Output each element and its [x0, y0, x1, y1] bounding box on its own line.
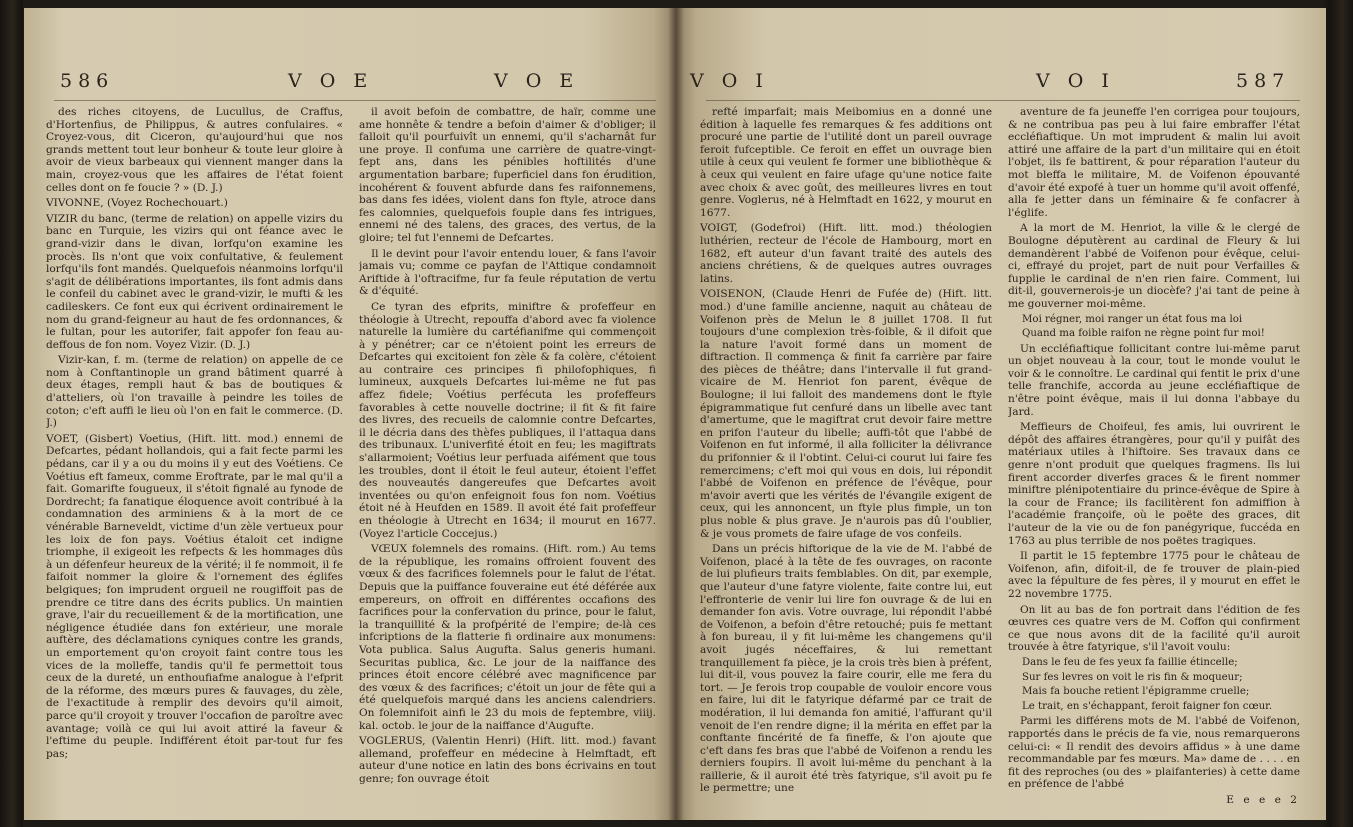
- text-column-1: [700, 106, 992, 816]
- paragraph: il avoit befoin de combattre, de haïr, comme une ame honnête & tendre a befoin d'aimer & d'obliger; il falloit qu'il pourfuivît un ennemi, qu'il s'acharnât fur une proye. Il confuma une carrière de quatre-vingt-fept ans, dans les pénibles hoftilités d'une argumentation barbare; fuperficiel dans fon érudition, incohérent & fouvent abfurde dans fes raifonnemens, bas dans fes idées, violent dans fon ftyle, atroce dans fes calomnies, quelquefois fouple dans fes intrigues, ennemi né des talens, des graces, des vertus, de la gloire; tel fut l'ennemi de Defcartes.: [359, 106, 656, 244]
- text-column-2: [359, 106, 656, 816]
- paragraph: VOGLERUS, (Valentin Henri) (Hift. litt. mod.) favant allemand, profeffeur en médecine à Helmftadt, eft auteur d'une notice en latin des bons écrivains en tout genre; fon ouvrage étoit: [359, 735, 656, 785]
- text-columns: [46, 106, 656, 816]
- verse-line: Le trait, en s'échappant, feroit faigner fon cœur.: [1022, 700, 1273, 712]
- paragraph: On lit au bas de fon portrait dans l'édition de fes œuvres ces quatre vers de M. Coffon qui confirment ce que nous avons dit de la facilité qu'il auroit trouvée à être fatyrique, s'il l'avoit voulu:: [1008, 603, 1300, 654]
- paragraph: Meffieurs de Choifeul, fes amis, lui ouvrirent le dépôt des affaires étrangères, pour qu'il y puifât des matériaux utiles à l'hiftoire. Ses travaux dans ce genre n'ont produit que quelques fragmens. Ils lui firent accorder diverfes graces & le firent nommer miniftre plénipotentiaire du prince-évêque de Spire à la cour de France; ils facilitèrent fon admiffion à l'académie françoife, où le poëte des graces, dit l'auteur de la vie ou de fon panégyrique, fuccéda en 1763 au plus terrible de nos poëtes tragiques.: [1008, 421, 1300, 547]
- header-rule: [54, 100, 656, 101]
- left-page: [24, 8, 676, 820]
- paragraph: VIVONNE, (Voyez Rochechouart.): [46, 197, 228, 210]
- paragraph: Ce tyran des efprits, miniftre & profeffeur en théologie à Utrecht, repouffa d'abord avec fa violence naturelle la lumière du cartéfianifme qui commençoit à y pénétrer; car ce n'étoient point les erreurs de Defcartes qui excitoient fon zèle & fa colère, c'étoient au contraire ces principes fi philofophiques, fi lumineux, auxquels Defcartes lui-même ne fut pas affez fidele; Voétius perfécuta les profeffeurs favorables à cette nouvelle doctrine; il fit & fit faire des livres, des recueils de calomnie contre Defcartes, il le décria dans des thèfes publiques, il l'attaqua dans des tribunaux. L'univerfité étoit en feu; les magiftrats s'allarmoient; Voétius leur perfuada aifément que tous les troubles, dont il étoit le feul auteur, étoient l'effet des nouveautés dangereufes que Defcartes avoit inventées ou qu'on enfeignoit fous fon nom. Voétius étoit né à Heufden en 1589. Il avoit été fait profeffeur en théologie à Utrecht en 1634; il mourut en 1677. (Voyez l'article Coccejus.): [359, 300, 656, 540]
- verse-line: Dans le feu de fes yeux fa faillie étincelle;: [1022, 656, 1238, 668]
- paragraph: VOISENON, (Claude Henri de Fufée de) (Hift. litt. mod.) d'une famille ancienne, naquit au château de Voifenon près de Melun le 8 juillet 1708. Il fut toujours d'une complexion très-foible, & il difoit que la nature l'avoit formé dans un moment de diftraction. Il commença & finit fa carrière par faire des pièces de théâtre; dans l'intervalle il fut grand-vicaire de M. Henriot fon parent, évêque de Boulogne; il lui falloit des mandemens dont le ftyle épigrammatique fut cenfuré dans un libelle avec tant d'amertume, que le magiftrat crut devoir faire mettre en prifon l'auteur du libelle; auffi-tôt que l'abbé de Voifenon en fut informé, il alla folliciter la délivrance du prifonnier & il l'obtint. Celui-ci courut lui faire fes remercimens; c'eft moi qui vous en dois, lui répondit l'abbé de Voifenon en préfence de l'évêque, pour m'avoir averti que les vérités de l'évangile exigent de ceux, qui les annoncent, un ftyle plus fimple, un ton plus noble & plus grave. Je n'aurois pas dû l'oublier, & je vous promets de faire ufage de vos confeils.: [700, 288, 992, 540]
- running-head: V O E: [288, 70, 374, 92]
- paragraph: Dans un précis hiftorique de la vie de M. l'abbé de Voifenon, placé à la tête de fes ouvrages, on raconte de lui plufieurs traits femblables. On dit, par exemple, que l'auteur d'une fatyre violente, faite contre lui, eut l'effronterie de venir lui lire fon ouvrage & de lui en demander fon avis. Votre ouvrage, lui répondit l'abbé de Voifenon, a befoin d'être retouché; puis fe mettant à fon bureau, il y fit lui-même les changemens qu'il avoit jugés néceffaires, & lui remettant tranquillement fa pièce, je la crois très bien à préfent, lui dit-il, vous pouvez la faire courir, elle me fera du tort. — Je ferois trop coupable de vouloir encore vous en faire, lui dit le fatyrique défarmé par ce trait de modération, il lui demanda fon amitié, l'affurant qu'il venoit de l'en rendre digne; il la mérita en effet par la conftante fincérité de fa fineffe, & l'on ajoute que c'eft dans fes bras que l'abbé de Voifenon a rendu les derniers foupirs. Il avoit lui-même du penchant à la raillerie, & il auroit été très fatyrique, s'il avoit pu fe le permettre; une: [700, 543, 992, 795]
- paragraph: aventure de fa jeuneffe l'en corrigea pour toujours, & ne contribua pas peu à lui faire embraffer l'état eccléfiaftique. Un mot imprudent & malin lui avoit attiré une affaire de la part d'un militaire qui en étoit l'objet, ils fe battirent, & pour réparation l'auteur du mot bleffa le militaire, M. de Voifenon épouvanté d'avoir été expofé à tuer un homme qu'il avoit offenfé, alla fe jetter dans un féminaire & fe confacrer à l'églife.: [1008, 106, 1300, 219]
- paragraph: Vizir-kan, f. m. (terme de relation) on appelle de ce nom à Conftantinople un grand bâtiment quarré à deux étages, rempli haut & bas de boutiques & d'atteliers, où l'on travaille à peindre les toiles de coton; c'eft auffi le lieu où l'on en fait le commerce. (D. J.): [46, 354, 343, 430]
- paragraph: A la mort de M. Henriot, la ville & le clergé de Boulogne députèrent au cardinal de Fleury & lui demandèrent l'abbé de Voifenon pour évêque, celui-ci, effrayé du projet, part de nuit pour Verfailles & fupplie le cardinal de n'en rien faire. Comment, lui dit-il, gouvernerois-je un diocèfe? j'ai tant de peine à me gouverner moi-même.: [1008, 222, 1300, 310]
- verse-line: Mais fa bouche retient l'épigramme cruelle;: [1022, 686, 1250, 698]
- book-gutter: [668, 8, 684, 820]
- verse-line: Moi régner, moi ranger un état fous ma loi: [1022, 313, 1243, 325]
- running-head: V O I: [1036, 70, 1115, 92]
- text-column-2: [1008, 106, 1300, 816]
- paragraph: VOIGT, (Godefroi) (Hift. litt. mod.) théologien luthérien, recteur de l'école de Hambourg, mort en 1682, eft auteur d'un favant traité des autels des anciens chrétiens, & de quelques autres ouvrages latins.: [700, 222, 992, 285]
- paragraph: VŒUX folemnels des romains. (Hift. rom.) Au tems de la république, les romains offroient fouvent des vœux & des facrifices folemnels pour le falut de l'état. Depuis que la puiffance fouveraine eut été déférée aux empereurs, on offroit en différentes occafions des facrifices pour la confervation du prince, pour le falut, la tranquillité & la profpérité de l'empire; de-là ces infcriptions de la flatterie fi ordinaire aux monumens: Vota publica. Salus Augufta. Salus generis humani. Securitas publica, &c. Le jour de la naiffance des princes étoit encore célébré avec magnificence par des vœux & des facrifices; c'étoit un jour de fête qui a été quelquefois marqué dans les anciens calendriers. On folemnifoit ainfi le 23 du mois de feptembre, viiij. kal. octob. le jour de la naiffance d'Augufte.: [359, 543, 656, 732]
- text-column-1: [46, 106, 343, 816]
- paragraph: Il le devint pour l'avoir entendu louer, & fans l'avoir jamais vu; comme ce payfan de l'Attique condamnoit Ariftide à l'oftracifme, fur fa feule réputation de vertu & d'équité.: [359, 247, 656, 298]
- page-number: 587: [1236, 70, 1291, 92]
- page-number: 586: [60, 70, 115, 92]
- paragraph: VIZIR du banc, (terme de relation) on appelle vizirs du banc en Turquie, les vizirs qui ont féance avec le grand-vizir dans le divan, lorfqu'on examine les procès. Ils n'ont que voix confultative, & feulement lorfqu'ils font mandés. Quelquefois néanmoins lorfqu'il s'agit de délibérations importantes, ils font admis dans le confeil du cabinet avec le grand-vizir, le mufti & les cadileskers. Ce font eux qui écrivent ordinairement le nom du grand-feigneur au haut de fes ordonnances, & le fultan, pour les autorifer, fait appofer fon feau au-deffous de fon nom. Voyez Vizir. (D. J.): [46, 212, 343, 351]
- running-head: V O E: [494, 70, 580, 92]
- paragraph: refté imparfait; mais Meibomius en a donné une édition à laquelle fes remarques & fes additions ont procuré une partie de l'utilité dont un pareil ouvrage feroit fufceptible. Ce feroit en effet un ouvrage bien utile à ceux qui veulent fe former une bibliothèque & à ceux qui veulent en faire ufage qu'une notice faite avec choix & avec goût, des meilleures livres en tout genre. Voglerus, né à Helmftadt en 1622, y mourut en 1677.: [700, 106, 992, 219]
- paragraph: Parmi les différens mots de M. l'abbé de Voifenon, rapportés dans le précis de fa vie, nous remarquerons celui-ci: « Il rendit des devoirs affidus » à une dame recommandable par fes mœurs. Ma» dame de . . . . en fit des reproches (ou des » plaifanteries) à cette dame en préfence de l'abbé: [1008, 715, 1300, 791]
- paragraph: Un eccléfiaftique follicitant contre lui-même parut un objet nouveau à la cour, tout le monde voulut le voir & le connoître. Le cardinal qui fentit le prix d'une telle franchife, accorda au jeune eccléfiaftique de n'être point évêque, mais il lui donna l'abbaye du Jard.: [1008, 342, 1300, 418]
- text-columns: [700, 106, 1300, 816]
- paragraph: des riches citoyens, de Lucullus, de Craffus, d'Hortenfius, de Philippus, & autres confulaires. « Croyez-vous, dit Ciceron, qu'aujourd'hui que nos grands mettent tout leur bonheur & toute leur gloire à avoir de vieux barbeaux qui viennent manger dans la main, croyez-vous que les affaires de l'état foient celles dont on fe foucie ? » (D. J.): [46, 106, 343, 194]
- running-head: V O I: [690, 70, 769, 92]
- verse-line: Quand ma foible raifon ne règne point fur moi!: [1022, 328, 1265, 340]
- catchword: E e e e 2: [1226, 793, 1300, 806]
- right-page: [676, 8, 1326, 820]
- verse-line: Sur fes levres on voit le ris fin & moqueur;: [1022, 671, 1243, 683]
- paragraph: Il partit le 15 feptembre 1775 pour le château de Voifenon, afin, difoit-il, de fe trouver de plain-pied avec la fépulture de fes pères, il y mourut en effet le 22 novembre 1775.: [1008, 550, 1300, 600]
- header-rule: [706, 100, 1300, 101]
- paragraph: VOET, (Gisbert) Voetius, (Hift. litt. mod.) ennemi de Defcartes, pédant hollandois, qui a fait fecte parmi les pédans, car il y a ou du moins il y eut des Voétiens. Ce Voétius eft fameux, comme Eroftrate, par le mal qu'il a fait. Gomarifte fougueux, il s'étoit fignalé au fynode de Dordrecht; fa fanatique éloquence avoit contribué à la condamnation des arminiens & à la mort de ce vénérable Barneveldt, victime d'un zèle vertueux pour les loix de fon pays. Voétius étaloit cet indigne triomphe, il exigeoit les refpects & les hommages dûs à un défenfeur heureux de la vérité; il fe nommoit, il fe faifoit nommer la gloire & l'ornement des églifes belgiques; fon imprudent orgueil ne rougiffoit pas de prendre ce titre dans des écrits publics. Un maintien grave, l'air du recueillement & de la mortification, une négligence étudiée dans fon extérieur, une morale auftère, des déclamations cyniques contre les grands, un emportement qu'on croyoit faint contre tous les vices de la molleffe, tandis qu'il fe permettoit tous ceux de la dureté, un enthoufiafme analogue à l'efprit de la réforme, des mœurs pures & fauvages, du zèle, de l'exactitude à remplir des devoirs qu'il aimoit, parce qu'il croyoit y trouver l'occafion de paroître avec avantage; voilà ce qui lui avoit attiré la faveur & l'eftime du peuple. Indifférent étoit par-tout fur fes pas;: [46, 432, 343, 760]
